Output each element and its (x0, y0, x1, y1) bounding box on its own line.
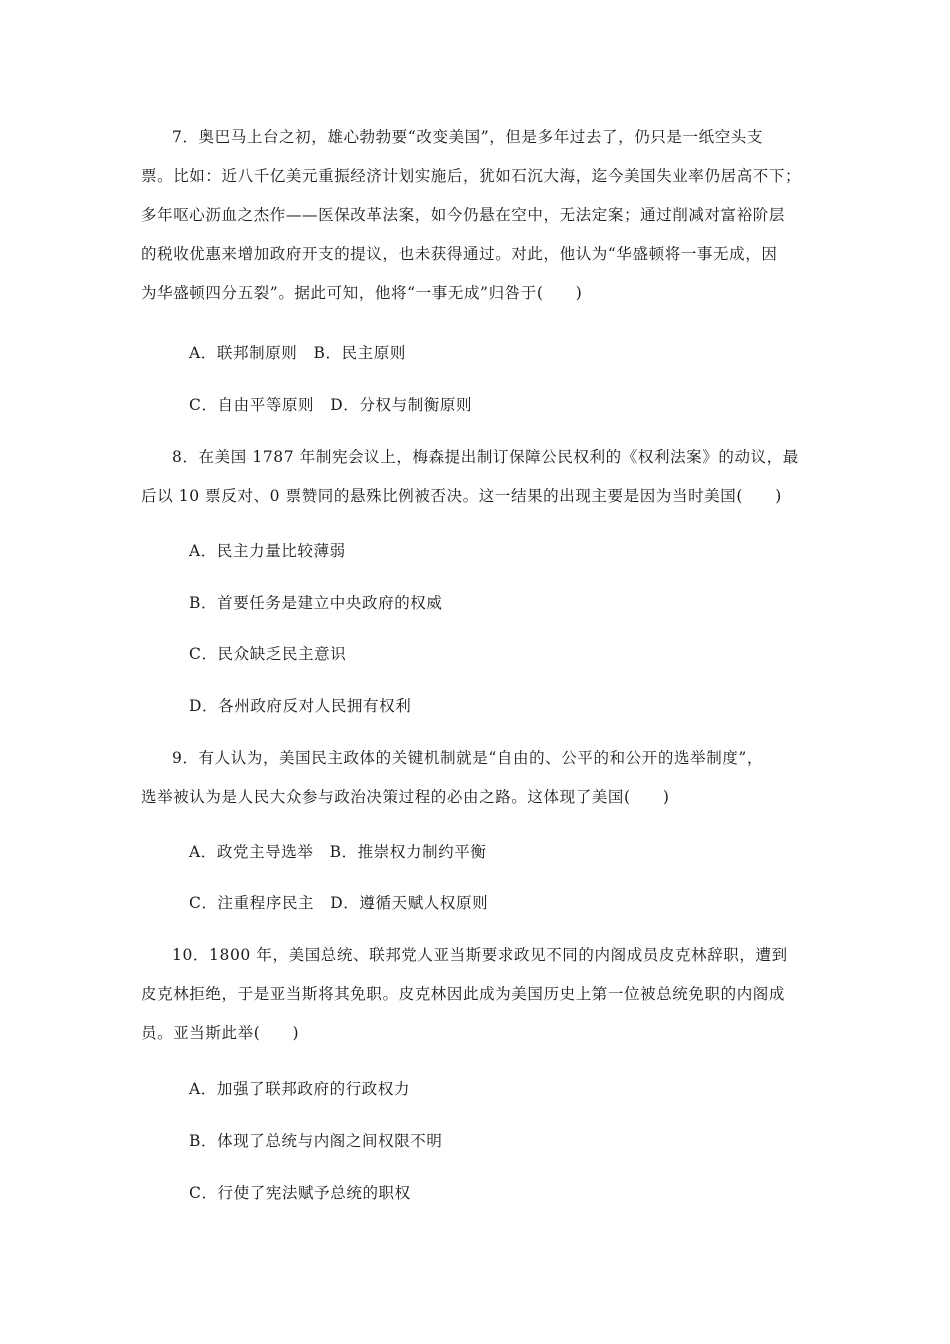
question-8-option-c: C．民众缺乏民主意识 (189, 645, 347, 663)
question-8-stem-line-2: 后以 10 票反对、0 票赞同的悬殊比例被否决。这一结果的出现主要是因为当时美国( ) (141, 487, 782, 505)
question-7-stem-line-5: 为华盛顿四分五裂”。据此可知，他将“一事无成”归咎于( ) (141, 284, 583, 302)
question-10-stem-line-2: 皮克林拒绝，于是亚当斯将其免职。皮克林因此成为美国历史上第一位被总统免职的内阁成 (141, 985, 786, 1003)
question-8-option-d: D．各州政府反对人民拥有权利 (189, 697, 412, 715)
question-7-options-ab: A．联邦制原则 B．民主原则 (189, 344, 406, 362)
question-9-stem-line-2: 选举被认为是人民大众参与政治决策过程的必由之路。这体现了美国( ) (141, 788, 670, 806)
question-10-option-c: C．行使了宪法赋予总统的职权 (189, 1184, 411, 1202)
question-7-stem-line-2: 票。比如：近八千亿美元重振经济计划实施后，犹如石沉大海，迄今美国失业率仍居高不下； (141, 167, 802, 185)
question-7-stem-line-4: 的税收优惠来增加政府开支的提议，也未获得通过。对此，他认为“华盛顿将一事无成，因 (141, 245, 778, 263)
question-9-options-ab: A．政党主导选举 B．推崇权力制约平衡 (189, 843, 487, 861)
question-7-options-cd: C．自由平等原则 D．分权与制衡原则 (189, 396, 473, 414)
question-9-options-cd: C．注重程序民主 D．遵循天赋人权原则 (189, 894, 489, 912)
question-10-stem-line-3: 员。亚当斯此举( ) (141, 1024, 300, 1042)
question-8-option-b: B．首要任务是建立中央政府的权威 (189, 594, 443, 612)
question-8-stem-line-1: 8．在美国 1787 年制宪会议上，梅森提出制订保障公民权利的《权利法案》的动议，最 (172, 448, 799, 466)
question-10-stem-line-1: 10．1800 年，美国总统、联邦党人亚当斯要求政见不同的内阁成员皮克林辞职，遭到 (172, 946, 788, 964)
question-7-stem-line-3: 多年呕心沥血之杰作——医保改革法案，如今仍悬在空中，无法定案；通过削减对富裕阶层 (141, 206, 786, 224)
question-10-option-b: B．体现了总统与内阁之间权限不明 (189, 1132, 443, 1150)
question-7-stem-line-1: 7．奥巴马上台之初，雄心勃勃要“改变美国”，但是多年过去了，仍只是一纸空头支 (172, 128, 764, 146)
question-10-option-a: A．加强了联邦政府的行政权力 (189, 1080, 411, 1098)
question-9-stem-line-1: 9．有人认为，美国民主政体的关键机制就是“自由的、公平的和公开的选举制度”， (172, 749, 764, 767)
question-8-option-a: A．民主力量比较薄弱 (189, 542, 346, 560)
